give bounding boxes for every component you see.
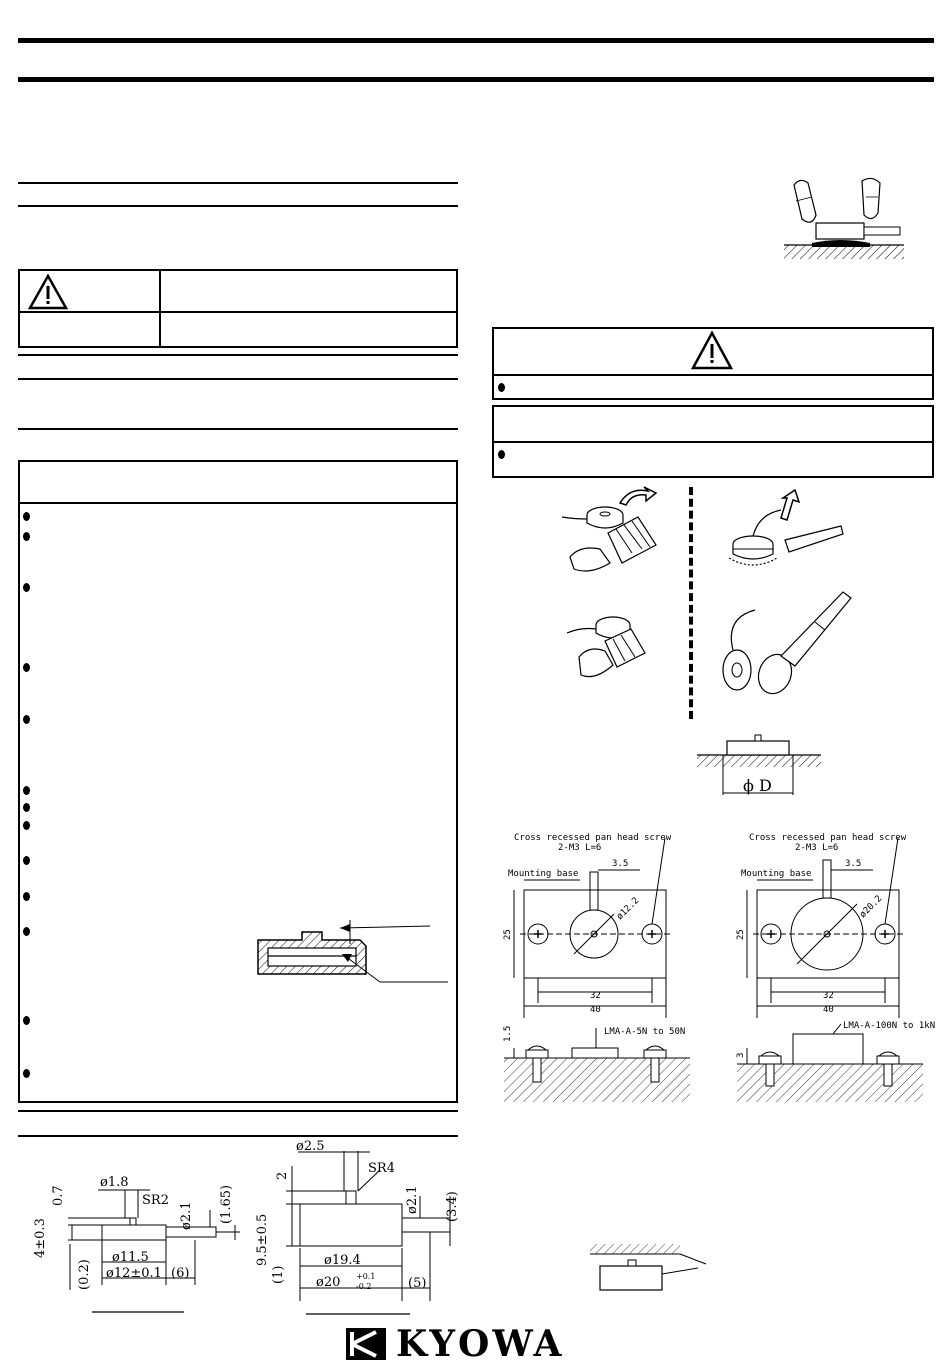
dim-tol-minus: -0.2 <box>356 1282 372 1291</box>
press-sensor-illustration <box>782 175 912 265</box>
section-rule <box>18 205 458 207</box>
removal-illustration-4 <box>715 588 855 696</box>
dim-25-2: 25 <box>736 929 746 940</box>
screw-spec-label-2: 2-M3 L=6 <box>795 843 839 853</box>
inverted-sensor-illustration <box>588 1244 708 1294</box>
section-rule <box>18 428 458 430</box>
bullet <box>23 715 30 724</box>
warning-table <box>18 269 458 348</box>
bullet <box>23 927 30 936</box>
bullet <box>23 532 30 541</box>
bullet <box>23 663 30 672</box>
bullet <box>23 512 30 521</box>
mounting-diameter-illustration <box>695 735 825 800</box>
warning-triangle-icon <box>691 331 733 371</box>
section-rule <box>18 378 458 380</box>
dim-phi-2-1: ø2.1 <box>179 1201 194 1230</box>
dim-32-2: 32 <box>823 991 834 1001</box>
mounting-base-drawing-large <box>733 828 936 1108</box>
bullet <box>498 383 505 392</box>
dim-3-4: (3.4) <box>445 1191 460 1222</box>
dim-0-7: 0.7 <box>51 1185 66 1206</box>
dim-1-5: 1.5 <box>503 1025 513 1042</box>
dashed-divider <box>689 487 693 719</box>
screw-spec-label: 2-M3 L=6 <box>558 843 602 853</box>
bullet <box>23 856 30 865</box>
dim-25: 25 <box>503 929 513 940</box>
dim-5: (5) <box>408 1276 427 1291</box>
removal-illustration-3 <box>565 605 655 685</box>
brand-name: KYOWA <box>396 1323 565 1365</box>
bullet <box>23 583 30 592</box>
header-rule-bottom <box>18 77 934 82</box>
dim-sr2: SR2 <box>142 1193 169 1208</box>
dim-9-5: 9.5±0.5 <box>255 1213 270 1266</box>
precautions-box <box>18 460 458 1103</box>
dim-phi-19-4: ø19.4 <box>324 1253 361 1268</box>
dim-1-65: (1.65) <box>219 1184 234 1224</box>
bullet <box>23 1069 30 1078</box>
section-rule <box>18 1110 458 1112</box>
dim-4: 4±0.3 <box>33 1218 48 1258</box>
dim-40: 40 <box>590 1005 601 1015</box>
dim-0-2: (0.2) <box>77 1259 92 1290</box>
dim-phi-20-2: ø20.2 <box>858 893 885 921</box>
dim-sr4: SR4 <box>368 1161 395 1176</box>
mounting-base-label-2: Mounting base <box>741 869 812 879</box>
dim-40-2: 40 <box>823 1005 834 1015</box>
dim-tol-plus: +0.1 <box>356 1272 376 1281</box>
dim-phi-12-2: ø12.2 <box>615 895 642 923</box>
warning-triangle-icon <box>28 274 68 310</box>
dim-phi-11-5: ø11.5 <box>112 1250 149 1265</box>
bullet <box>23 1016 30 1025</box>
mounting-base-drawing-small <box>500 828 700 1108</box>
cross-screw-label: Cross recessed pan head screw <box>514 833 672 843</box>
kyowa-emblem-icon <box>346 1328 386 1360</box>
cross-screw-label-2: Cross recessed pan head screw <box>749 833 907 843</box>
dim-32: 32 <box>590 991 601 1001</box>
dimension-drawing-large <box>255 1136 475 1326</box>
dim-2: 2 <box>275 1171 290 1180</box>
kyowa-logo <box>346 1323 565 1365</box>
bullet <box>23 892 30 901</box>
model-small-label: LMA-A-5N to 50N <box>604 1027 686 1037</box>
caution-box <box>492 327 934 400</box>
removal-illustration-1 <box>560 487 670 577</box>
dim-phi-2-1-large: ø2.1 <box>405 1185 420 1214</box>
mounting-base-label: Mounting base <box>508 869 579 879</box>
dim-phi-2-5: ø2.5 <box>296 1139 325 1154</box>
removal-illustration-2 <box>715 490 845 575</box>
dimension-drawing-small <box>33 1170 250 1320</box>
dim-phi-20: ø20 <box>316 1275 341 1290</box>
bullet <box>23 803 30 812</box>
bullet <box>23 786 30 795</box>
section-rule <box>18 182 458 184</box>
caution-box-2 <box>492 405 934 478</box>
dim-6: (6) <box>171 1266 190 1281</box>
dim-3-5-2: 3.5 <box>845 859 862 869</box>
phi-d-label: ϕ D <box>743 776 772 795</box>
dim-phi-12: ø12±0.1 <box>106 1266 162 1281</box>
model-large-label: LMA-A-100N to 1kN <box>843 1021 936 1031</box>
dim-3-5: 3.5 <box>612 859 629 869</box>
bullet <box>498 450 505 459</box>
bullet <box>23 821 30 830</box>
dim-1: (1) <box>271 1265 286 1284</box>
section-rule <box>18 354 458 356</box>
sensor-cross-section <box>250 918 450 990</box>
header-rule-top <box>18 38 934 43</box>
dim-phi-1-8: ø1.8 <box>100 1175 129 1190</box>
dim-3-2: 3 <box>736 1052 746 1058</box>
